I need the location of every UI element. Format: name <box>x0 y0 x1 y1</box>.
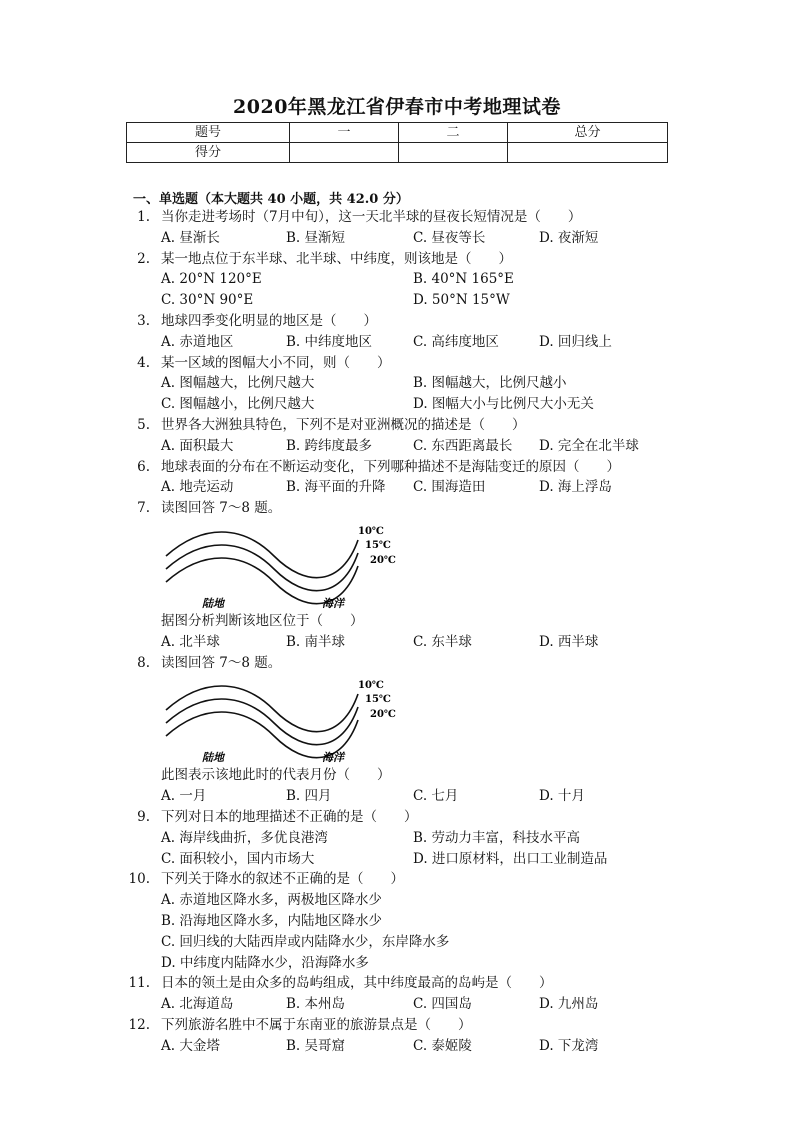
isotherm-diagram <box>162 522 402 612</box>
isotherm-line <box>166 545 358 591</box>
option: B. 中纬度地区 <box>286 333 373 350</box>
option: C. 四国岛 <box>413 996 472 1013</box>
question-number: 3. <box>137 313 150 329</box>
question-stem: 世界各大洲独具特色，下列不是对亚洲概况的描述是（ ） <box>161 417 526 433</box>
page-title: 2020年黑龙江省伊春市中考地理试卷 <box>233 96 561 118</box>
option: C. 面积较小，国内市场大 <box>161 850 315 867</box>
option: B. 本州岛 <box>286 996 346 1013</box>
question-stem: 地球表面的分布在不断运动变化，下列哪种描述不是海陆变迁的原因（ ） <box>161 458 620 475</box>
question-number: 2. <box>137 250 150 267</box>
question-stem: 下列关于降水的叙述不正确的是（ ） <box>161 871 404 888</box>
section-heading: 一、单选题（本大题共 40 小题，共 42.0 分） <box>133 192 409 207</box>
question-number: 5. <box>137 417 150 433</box>
isotherm-label: 15℃ <box>365 540 391 551</box>
option: C. 昼夜等长 <box>413 229 486 246</box>
sea-label: 海洋 <box>322 597 344 610</box>
option: C. 泰姬陵 <box>413 1037 472 1054</box>
option: B. 吴哥窟 <box>286 1037 346 1054</box>
score-table-header-row <box>127 123 668 143</box>
question-number: 7. <box>137 500 150 517</box>
score-cell[interactable] <box>399 143 508 163</box>
option: B. 跨纬度最多 <box>286 437 373 454</box>
isotherm-label: 15℃ <box>365 694 391 706</box>
option: C. 高纬度地区 <box>413 333 499 350</box>
score-header-cell: 一 <box>290 123 399 143</box>
score-table <box>126 122 668 163</box>
option: B. 昼渐短 <box>286 229 346 246</box>
score-table-score-row <box>127 143 668 163</box>
question-number: 1. <box>137 209 150 225</box>
isotherm-diagram <box>162 676 402 766</box>
option: A. 昼渐长 <box>161 229 220 246</box>
option: D. 中纬度内陆降水少，沿海降水多 <box>161 954 369 971</box>
question-stem: 下列旅游名胜中不属于东南亚的旅游景点是（ ） <box>161 1017 472 1033</box>
option: C. 回归线的大陆西岸或内陆降水少，东岸降水多 <box>161 933 450 950</box>
option: B. 劳动力丰富，科技水平高 <box>413 829 581 846</box>
score-row-label: 得分 <box>127 143 290 163</box>
question-stem: 读图回答 7～8 题。 <box>161 500 282 517</box>
option: A. 20°N 120°E <box>161 271 262 288</box>
option: C. 围海造田 <box>413 479 486 496</box>
option: A. 大金塔 <box>161 1037 220 1054</box>
option: B. 四月 <box>286 788 332 805</box>
question-number: 10. <box>128 871 150 888</box>
land-label: 陆地 <box>202 597 224 610</box>
score-header-cell: 二 <box>399 123 508 143</box>
option: D. 九州岛 <box>539 996 599 1013</box>
isotherm-label: 10℃ <box>358 680 384 692</box>
isotherm-label: 20℃ <box>370 555 396 566</box>
option: D. 回归线上 <box>539 333 612 350</box>
question-sub-stem: 此图表示该地此时的代表月份（ ） <box>161 767 391 784</box>
option: A. 赤道地区 <box>161 333 234 350</box>
score-cell[interactable] <box>508 143 668 163</box>
question-sub-stem: 据图分析判断该地区位于（ ） <box>161 613 364 629</box>
score-header-cell: 总分 <box>508 123 668 143</box>
option: D. 进口原材料，出口工业制造品 <box>413 850 608 867</box>
option: B. 南半球 <box>286 633 346 650</box>
sea-label: 海洋 <box>322 751 344 765</box>
option: A. 赤道地区降水多，两极地区降水少 <box>161 892 382 909</box>
option: C. 七月 <box>413 788 459 805</box>
question-stem: 地球四季变化明显的地区是（ ） <box>161 313 377 329</box>
isotherm-label: 20℃ <box>370 709 396 721</box>
question-stem: 当你走进考场时（7月中旬），这一天北半球的昼夜长短情况是（ ） <box>161 209 582 225</box>
land-label: 陆地 <box>202 751 224 765</box>
option: D. 50°N 15°W <box>413 292 510 309</box>
option: D. 十月 <box>539 788 585 805</box>
question-number: 4. <box>137 354 150 371</box>
question-stem: 某一地点位于东半球、北半球、中纬度，则该地是（ ） <box>161 250 512 267</box>
option: D. 夜渐短 <box>539 229 599 246</box>
option: A. 地壳运动 <box>161 479 234 496</box>
question-stem: 下列对日本的地理描述不正确的是（ ） <box>161 809 418 825</box>
question-number: 12. <box>128 1017 150 1033</box>
option: B. 图幅越大，比例尺越小 <box>413 375 567 392</box>
option: C. 东西距离最长 <box>413 437 513 454</box>
isotherm-label: 10℃ <box>358 526 384 537</box>
question-number: 11. <box>128 975 150 992</box>
option: D. 下龙湾 <box>539 1037 599 1054</box>
option: C. 图幅越小，比例尺越大 <box>161 396 315 413</box>
option: D. 图幅大小与比例尺大小无关 <box>413 396 594 413</box>
question-number: 6. <box>137 458 150 475</box>
question-number: 9. <box>137 809 150 825</box>
isotherm-line <box>166 699 358 745</box>
option: A. 海岸线曲折，多优良港湾 <box>161 829 328 846</box>
question-stem: 某一区域的图幅大小不同，则（ ） <box>161 354 391 371</box>
question-number: 8. <box>137 654 150 671</box>
option: A. 北海道岛 <box>161 996 234 1013</box>
question-stem: 日本的领土是由众多的岛屿组成，其中纬度最高的岛屿是（ ） <box>161 975 553 992</box>
option: B. 沿海地区降水多，内陆地区降水少 <box>161 913 383 929</box>
option: B. 40°N 165°E <box>413 271 514 288</box>
option: A. 北半球 <box>161 633 220 650</box>
score-header-cell: 题号 <box>127 123 290 143</box>
option: A. 图幅越大，比例尺越大 <box>161 375 315 392</box>
option: D. 西半球 <box>539 633 599 650</box>
option: B. 海平面的升降 <box>286 479 386 496</box>
option: A. 一月 <box>161 788 207 805</box>
option: C. 30°N 90°E <box>161 292 254 309</box>
score-cell[interactable] <box>290 143 399 163</box>
option: A. 面积最大 <box>161 437 234 454</box>
option: C. 东半球 <box>413 633 472 650</box>
option: D. 完全在北半球 <box>539 437 639 454</box>
option: D. 海上浮岛 <box>539 479 612 496</box>
question-stem: 读图回答 7～8 题。 <box>161 654 282 671</box>
